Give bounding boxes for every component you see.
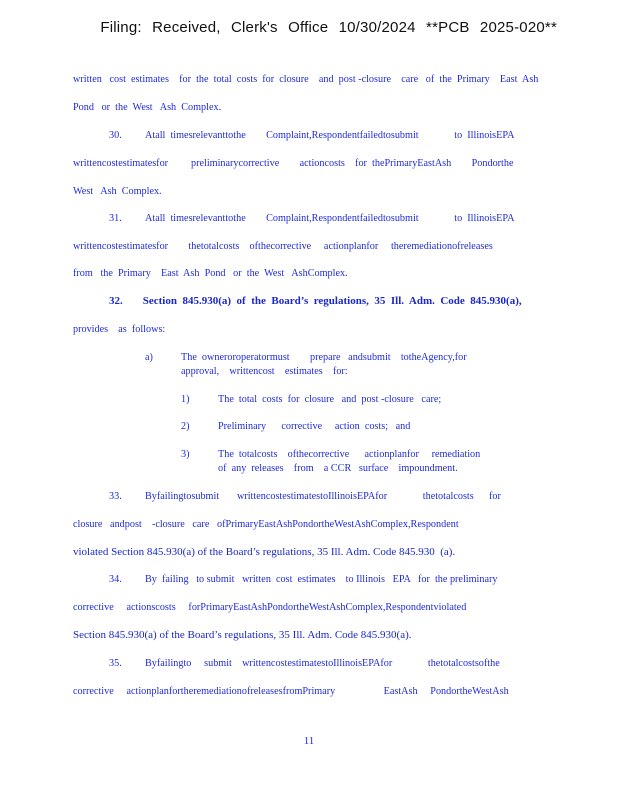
paragraph-number: 31. <box>109 213 122 224</box>
body-text: Byfailingtosubmit writtencostestimatestoIllinoisEPAfor thetotalcosts for <box>145 491 501 502</box>
paragraph-number: 33. <box>109 491 122 502</box>
page-number: 11 <box>303 735 315 747</box>
paragraph-31 <box>109 213 514 224</box>
list-marker-a: a) <box>145 352 153 363</box>
list-item-a: approval, writtencost estimates for: <box>181 366 348 377</box>
paragraph-34 <box>109 574 497 585</box>
list-item-3: The totalcosts ofthecorrective actionplanfor remediation <box>218 449 481 460</box>
body-text: Byfailingto submit writtencostestimatestoIllinoisEPAfor thetotalcostsofthe <box>145 658 500 669</box>
paragraph-number: 34. <box>109 574 122 585</box>
list-item-2: Preliminary corrective action costs; and <box>218 421 411 432</box>
body-line: writtencostestimatesfor thetotalcosts ofthecorrective actionplanfor theremediationofreleases <box>73 241 493 252</box>
body-line: corrective actionplanfortheremediationofreleasesfromPrimary EastAsh PondortheWestAsh <box>73 686 509 697</box>
body-line: corrective actionscosts forPrimaryEastAshPondortheWestAshComplex,Respondentviolated <box>73 602 467 613</box>
body-text: Atall timesrelevanttothe Complaint,Respondentfailedtosubmit to IllinoisEPA <box>145 130 515 141</box>
list-marker-3: 3) <box>181 449 190 460</box>
body-line: written cost estimates for the total costs for closure and post -closure care of the Primary East Ash <box>73 74 539 85</box>
paragraph-number: 35. <box>109 658 122 669</box>
paragraph-number: 30. <box>109 130 122 141</box>
filing-header: Filing: Received, Clerk's Office 10/30/2024 **PCB 2025-020** <box>100 19 557 36</box>
body-line: from the Primary East Ash Pond or the West AshComplex. <box>73 268 348 279</box>
paragraph-number: 32. <box>109 295 123 307</box>
body-text: By failing to submit written cost estimates to Illinois EPA for the preliminary <box>145 574 498 585</box>
body-text: Section 845.930(a) of the Board’s regulations, 35 Ill. Adm. Code 845.930(a), <box>142 295 522 307</box>
body-line: provides as follows: <box>73 324 166 335</box>
paragraph-32 <box>109 295 522 307</box>
body-line: violated Section 845.930(a) of the Board’s regulations, 35 Ill. Adm. Code 845.930 (a). <box>73 546 456 558</box>
list-item-a: The owneroroperatormust prepare andsubmit totheAgency,for <box>181 352 467 363</box>
paragraph-35 <box>109 658 500 669</box>
body-line: Section 845.930(a) of the Board’s regulations, 35 Ill. Adm. Code 845.930(a). <box>73 629 412 641</box>
body-line: West Ash Complex. <box>73 186 162 197</box>
body-line: Pond or the West Ash Complex. <box>73 102 222 113</box>
list-item-3: of any releases from a CCR surface impoundment. <box>218 463 458 474</box>
list-marker-1: 1) <box>181 394 190 405</box>
body-line: closure andpost -closure care ofPrimaryEastAshPondortheWestAshComplex,Respondent <box>73 519 459 530</box>
list-item-1: The total costs for closure and post -closure care; <box>218 394 442 405</box>
body-line: writtencostestimatesfor preliminarycorrective actioncosts for thePrimaryEastAsh Pondorthe <box>73 158 514 169</box>
paragraph-33 <box>109 491 501 502</box>
body-text: Atall timesrelevanttothe Complaint,Respondentfailedtosubmit to IllinoisEPA <box>145 213 515 224</box>
list-marker-2: 2) <box>181 421 190 432</box>
paragraph-30 <box>109 130 514 141</box>
